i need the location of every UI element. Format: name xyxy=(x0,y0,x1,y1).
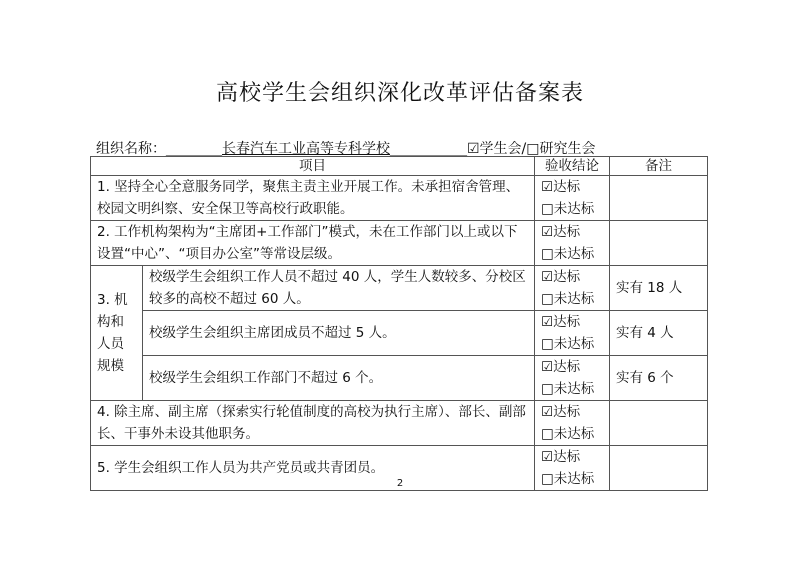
table-row xyxy=(91,221,708,266)
option-fail-unchecked: □未达标 xyxy=(541,426,595,442)
item-text: 2. 工作机构架构为“主席团+工作部门”模式，未在工作部门以上或以下设置“中心”、“项目办公室”等常设层级。 xyxy=(91,221,535,266)
organization-line xyxy=(96,138,596,158)
remark-cell: 实有 18 人 xyxy=(610,266,708,311)
remark-cell xyxy=(610,221,708,266)
table-header-row xyxy=(91,157,708,176)
page-number: 2 xyxy=(396,478,404,489)
remark-cell: 实有 4 人 xyxy=(610,311,708,356)
result-cell xyxy=(535,176,610,221)
result-cell xyxy=(535,311,610,356)
form-title: 高校学生会组织深化改革评估备案表 xyxy=(215,81,584,106)
remark-cell xyxy=(610,401,708,446)
org-blank-after: ___________ xyxy=(390,141,467,157)
option-pass-checked: ☑达标 xyxy=(541,224,581,240)
org-name-value: 长春汽车工业高等专科学校 xyxy=(222,141,390,157)
table-row xyxy=(91,176,708,221)
item-text: 校级学生会组织工作部门不超过 6 个。 xyxy=(143,356,535,401)
item-text: 校级学生会组织主席团成员不超过 5 人。 xyxy=(143,311,535,356)
header-item: 项目 xyxy=(91,157,535,176)
org-blank-before: ________ xyxy=(166,141,222,157)
option-fail-unchecked: □未达标 xyxy=(541,336,595,352)
option-pass-checked: ☑达标 xyxy=(541,269,581,285)
item-text: 5. 学生会组织工作人员为共产党员或共青团员。 xyxy=(91,446,535,491)
item-text: 校级学生会组织工作人员不超过 40 人，学生人数较多、分校区较多的高校不超过 60 人。 xyxy=(143,266,535,311)
group-label-scale: 3. 机构和人员规模 xyxy=(91,266,143,401)
org-type-selection: ☑学生会/□研究生会 xyxy=(467,141,596,157)
option-fail-unchecked: □未达标 xyxy=(541,201,595,217)
result-cell xyxy=(535,266,610,311)
org-name-label: 组织名称： xyxy=(96,141,166,157)
option-fail-unchecked: □未达标 xyxy=(541,381,595,397)
table-row xyxy=(91,311,708,356)
option-pass-checked: ☑达标 xyxy=(541,179,581,195)
header-remark: 备注 xyxy=(610,157,708,176)
option-fail-unchecked: □未达标 xyxy=(541,471,595,487)
header-result: 验收结论 xyxy=(535,157,610,176)
item-text: 4. 除主席、副主席（探索实行轮值制度的高校为执行主席）、部长、副部长、干事外未设其他职务。 xyxy=(91,401,535,446)
table-row xyxy=(91,356,708,401)
result-cell xyxy=(535,221,610,266)
option-pass-checked: ☑达标 xyxy=(541,314,581,330)
remark-cell: 实有 6 个 xyxy=(610,356,708,401)
option-fail-unchecked: □未达标 xyxy=(541,246,595,262)
table-row xyxy=(91,401,708,446)
option-pass-checked: ☑达标 xyxy=(541,359,581,375)
assessment-table xyxy=(90,156,708,491)
result-cell xyxy=(535,401,610,446)
option-pass-checked: ☑达标 xyxy=(541,404,581,420)
item-text: 1. 坚持全心全意服务同学，聚焦主责主业开展工作。未承担宿舍管理、校园文明纠察、安全保卫等高校行政职能。 xyxy=(91,176,535,221)
remark-cell xyxy=(610,176,708,221)
result-cell xyxy=(535,356,610,401)
table-row xyxy=(91,266,708,311)
option-pass-checked: ☑达标 xyxy=(541,449,581,465)
option-fail-unchecked: □未达标 xyxy=(541,291,595,307)
